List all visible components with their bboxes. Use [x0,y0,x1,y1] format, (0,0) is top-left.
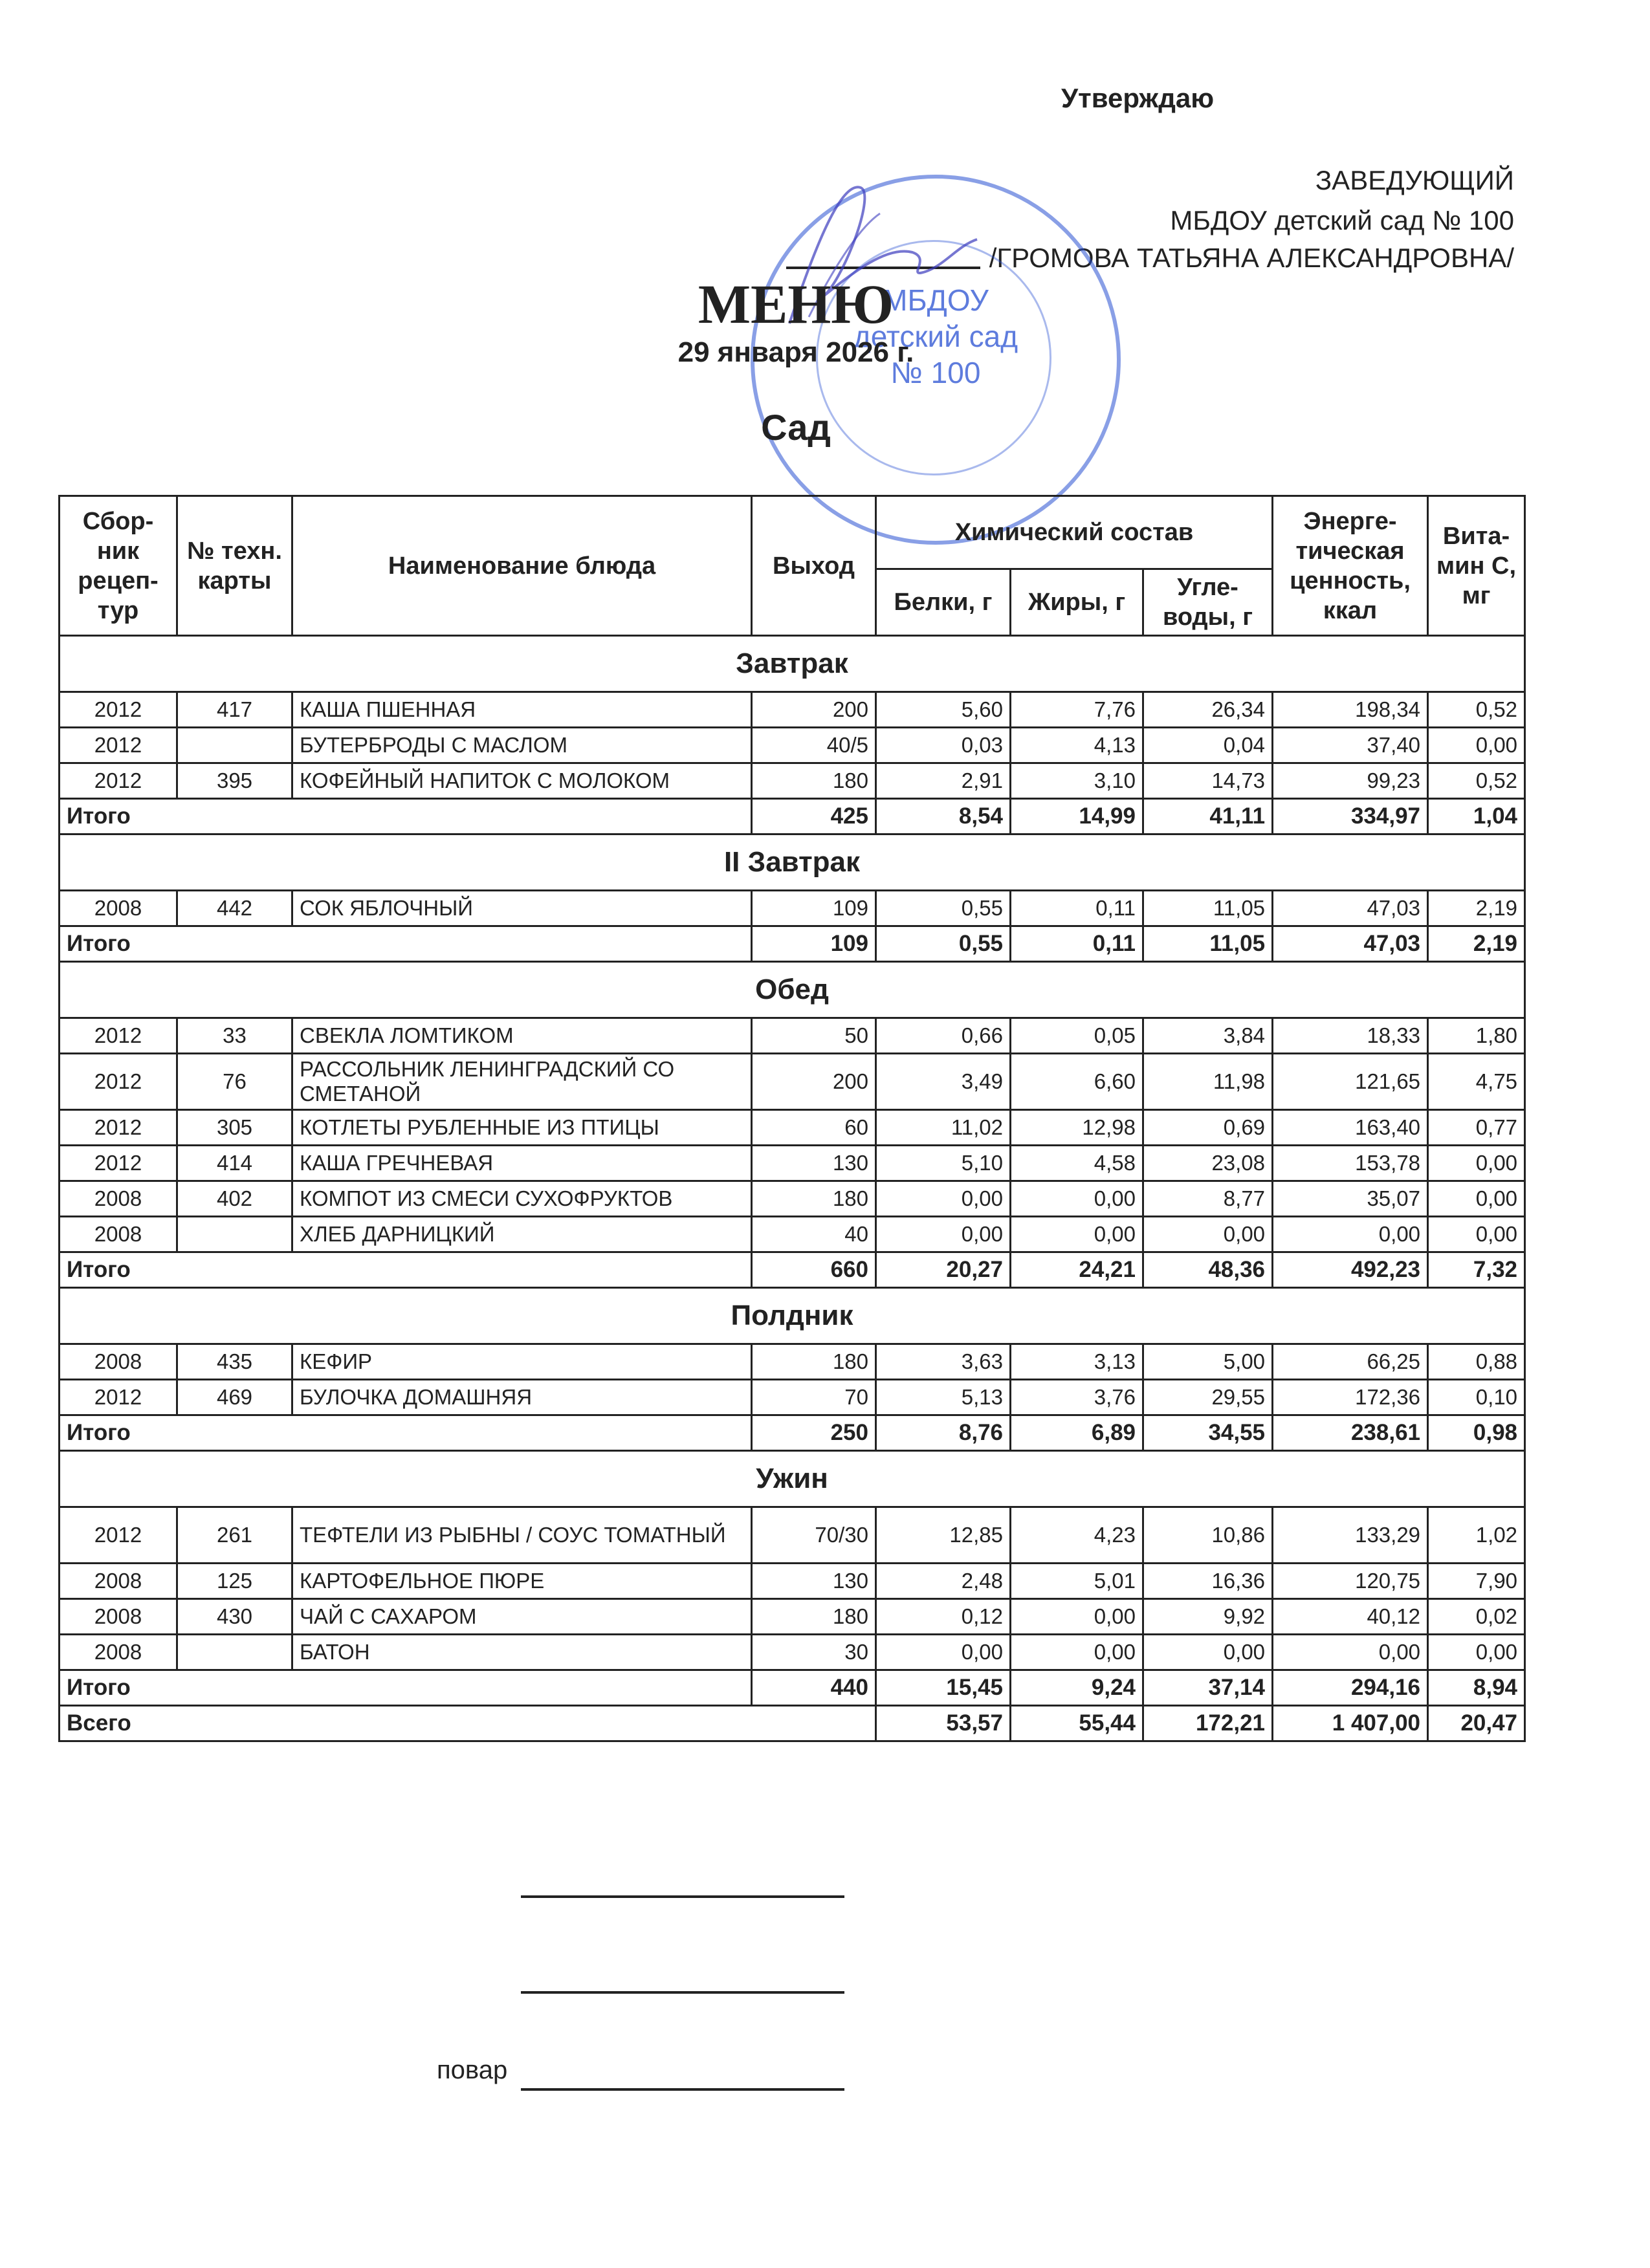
cell-output: 180 [752,1344,876,1380]
cell-fat: 5,01 [1011,1564,1143,1599]
cell-card-no: 469 [177,1380,292,1415]
table-row [60,1635,1525,1670]
cell-card-no: 125 [177,1564,292,1599]
cell-dish: СВЕКЛА ЛОМТИКОМ [292,1018,752,1054]
cell-output: 70/30 [752,1507,876,1564]
cell-card-no: 261 [177,1507,292,1564]
subtotal-fat: 24,21 [1011,1252,1143,1288]
cell-vitamin-c: 0,88 [1428,1344,1525,1380]
subtotal-vitamin-c: 8,94 [1428,1670,1525,1706]
subtotal-protein: 8,76 [876,1415,1011,1451]
subtotal-label: Итого [60,1670,752,1706]
cell-fat: 3,13 [1011,1344,1143,1380]
subtotal-row [60,799,1525,834]
cell-output: 109 [752,891,876,926]
subtotal-vitamin-c: 2,19 [1428,926,1525,962]
cell-protein: 3,63 [876,1344,1011,1380]
cell-dish: СОК ЯБЛОЧНЫЙ [292,891,752,926]
cell-collection: 2012 [60,1018,177,1054]
section-header-row [60,636,1525,692]
cell-carbs: 29,55 [1143,1380,1273,1415]
col-energy: Энерге-тическая ценность, ккал [1273,496,1428,636]
cell-dish: КЕФИР [292,1344,752,1380]
cell-dish: КОТЛЕТЫ РУБЛЕННЫЕ ИЗ ПТИЦЫ [292,1110,752,1146]
cell-protein: 5,10 [876,1146,1011,1181]
cell-vitamin-c: 0,00 [1428,1146,1525,1181]
cell-protein: 0,03 [876,728,1011,763]
cell-protein: 0,12 [876,1599,1011,1635]
cell-collection: 2012 [60,763,177,799]
subtotal-label: Итого [60,799,752,834]
cell-protein: 2,48 [876,1564,1011,1599]
subtotal-label: Итого [60,1252,752,1288]
cell-carbs: 26,34 [1143,692,1273,728]
organization-name: МБДОУ детский сад № 100 [1170,205,1514,235]
cell-fat: 0,05 [1011,1018,1143,1054]
grand-total-label: Всего [60,1706,876,1741]
section-header-row [60,834,1525,891]
cell-output: 180 [752,1181,876,1217]
cell-fat: 0,00 [1011,1599,1143,1635]
table-row [60,1599,1525,1635]
table-row [60,1018,1525,1054]
table-row [60,1380,1525,1415]
subtotal-protein: 15,45 [876,1670,1011,1706]
cell-collection: 2008 [60,1344,177,1380]
cell-energy: 99,23 [1273,763,1428,799]
cell-collection: 2012 [60,692,177,728]
col-fat: Жиры, г [1011,569,1143,636]
cell-dish: БУЛОЧКА ДОМАШНЯЯ [292,1380,752,1415]
cell-carbs: 0,00 [1143,1635,1273,1670]
cell-card-no: 417 [177,692,292,728]
cell-vitamin-c: 0,52 [1428,692,1525,728]
subtotal-fat: 0,11 [1011,926,1143,962]
cell-energy: 153,78 [1273,1146,1428,1181]
cell-collection: 2008 [60,1217,177,1252]
table-row [60,1507,1525,1564]
grand-total-protein: 53,57 [876,1706,1011,1741]
cell-energy: 0,00 [1273,1217,1428,1252]
cell-protein: 12,85 [876,1507,1011,1564]
cell-protein: 2,91 [876,763,1011,799]
stamp-line-3: № 100 [890,356,981,389]
cell-protein: 0,66 [876,1018,1011,1054]
cell-carbs: 8,77 [1143,1181,1273,1217]
section-title: Полдник [60,1288,1525,1344]
cell-output: 40 [752,1217,876,1252]
subtotal-energy: 238,61 [1273,1415,1428,1451]
cell-vitamin-c: 0,00 [1428,1635,1525,1670]
section-header-row [60,1451,1525,1507]
cell-carbs: 0,00 [1143,1217,1273,1252]
stamp-line-2: детский сад [853,320,1018,353]
cell-collection: 2008 [60,1635,177,1670]
subtotal-output: 109 [752,926,876,962]
cell-collection: 2008 [60,1564,177,1599]
cell-carbs: 23,08 [1143,1146,1273,1181]
cell-carbs: 0,69 [1143,1110,1273,1146]
section-title: Обед [60,962,1525,1018]
section-header-row [60,1288,1525,1344]
cell-collection: 2012 [60,1380,177,1415]
subtotal-fat: 14,99 [1011,799,1143,834]
grand-total-energy: 1 407,00 [1273,1706,1428,1741]
cell-collection: 2008 [60,891,177,926]
section-title: Завтрак [60,636,1525,692]
cell-carbs: 3,84 [1143,1018,1273,1054]
cell-vitamin-c: 1,80 [1428,1018,1525,1054]
menu-table [58,495,1526,1742]
cell-collection: 2012 [60,728,177,763]
cell-output: 30 [752,1635,876,1670]
page-title: МЕНЮ [698,273,894,335]
cell-card-no [177,1635,292,1670]
signatory-name: /ГРОМОВА ТАТЬЯНА АЛЕКСАНДРОВНА/ [989,243,1514,273]
grand-total-row [60,1706,1525,1741]
table-header-row [60,496,1525,569]
subtotal-vitamin-c: 1,04 [1428,799,1525,834]
subtotal-protein: 0,55 [876,926,1011,962]
cell-fat: 12,98 [1011,1110,1143,1146]
cell-card-no: 430 [177,1599,292,1635]
cook-label: повар [437,2056,508,2084]
subtotal-protein: 20,27 [876,1252,1011,1288]
cell-fat: 6,60 [1011,1054,1143,1110]
subtotal-carbs: 34,55 [1143,1415,1273,1451]
subtotal-energy: 47,03 [1273,926,1428,962]
cell-energy: 120,75 [1273,1564,1428,1599]
subtotal-row [60,1415,1525,1451]
cell-energy: 0,00 [1273,1635,1428,1670]
table-row [60,728,1525,763]
col-dish: Наименование блюда [292,496,752,636]
cell-card-no: 395 [177,763,292,799]
cell-fat: 4,13 [1011,728,1143,763]
approval-label: Утверждаю [1061,83,1215,113]
cell-collection: 2012 [60,1054,177,1110]
cell-dish: КАША ГРЕЧНЕВАЯ [292,1146,752,1181]
group-name: Сад [761,407,831,448]
cell-fat: 0,00 [1011,1635,1143,1670]
cell-protein: 0,55 [876,891,1011,926]
cell-protein: 11,02 [876,1110,1011,1146]
cell-vitamin-c: 0,02 [1428,1599,1525,1635]
cell-protein: 0,00 [876,1181,1011,1217]
table-row [60,1344,1525,1380]
cell-vitamin-c: 1,02 [1428,1507,1525,1564]
section-title: II Завтрак [60,834,1525,891]
cell-output: 200 [752,692,876,728]
cell-protein: 0,00 [876,1635,1011,1670]
cell-energy: 121,65 [1273,1054,1428,1110]
cell-output: 180 [752,763,876,799]
cell-output: 200 [752,1054,876,1110]
subtotal-row [60,926,1525,962]
cell-dish: КАША ПШЕННАЯ [292,692,752,728]
col-carbs: Угле-воды, г [1143,569,1273,636]
cell-dish: БАТОН [292,1635,752,1670]
table-row [60,1181,1525,1217]
cell-output: 130 [752,1564,876,1599]
cell-vitamin-c: 7,90 [1428,1564,1525,1599]
cell-dish: РАССОЛЬНИК ЛЕНИНГРАДСКИЙ СО СМЕТАНОЙ [292,1054,752,1110]
cell-fat: 0,00 [1011,1181,1143,1217]
cell-carbs: 16,36 [1143,1564,1273,1599]
cell-energy: 47,03 [1273,891,1428,926]
cell-output: 60 [752,1110,876,1146]
subtotal-vitamin-c: 0,98 [1428,1415,1525,1451]
cell-energy: 198,34 [1273,692,1428,728]
grand-total-carbs: 172,21 [1143,1706,1273,1741]
cell-vitamin-c: 0,00 [1428,1181,1525,1217]
subtotal-carbs: 41,11 [1143,799,1273,834]
cell-fat: 0,00 [1011,1217,1143,1252]
cell-dish: КОМПОТ ИЗ СМЕСИ СУХОФРУКТОВ [292,1181,752,1217]
cell-fat: 7,76 [1011,692,1143,728]
cell-carbs: 5,00 [1143,1344,1273,1380]
col-collection: Сбор-ник рецеп-тур [60,496,177,636]
cell-vitamin-c: 4,75 [1428,1054,1525,1110]
cell-dish: БУТЕРБРОДЫ С МАСЛОМ [292,728,752,763]
signature-line-1 [521,1895,844,1898]
cell-dish: КОФЕЙНЫЙ НАПИТОК С МОЛОКОМ [292,763,752,799]
cell-energy: 172,36 [1273,1380,1428,1415]
cell-card-no: 435 [177,1344,292,1380]
table-row [60,1146,1525,1181]
section-title: Ужин [60,1451,1525,1507]
cell-energy: 18,33 [1273,1018,1428,1054]
subtotal-label: Итого [60,926,752,962]
subtotal-output: 660 [752,1252,876,1288]
cell-fat: 3,76 [1011,1380,1143,1415]
cell-dish: ХЛЕБ ДАРНИЦКИЙ [292,1217,752,1252]
table-row [60,891,1525,926]
cell-card-no: 414 [177,1146,292,1181]
col-vitamin-c: Вита-мин С, мг [1428,496,1525,636]
cell-card-no: 402 [177,1181,292,1217]
signature-line-2 [521,1991,844,1994]
cell-collection: 2012 [60,1507,177,1564]
subtotal-protein: 8,54 [876,799,1011,834]
cell-carbs: 11,98 [1143,1054,1273,1110]
cell-card-no: 76 [177,1054,292,1110]
cell-fat: 0,11 [1011,891,1143,926]
subtotal-output: 250 [752,1415,876,1451]
cell-fat: 4,23 [1011,1507,1143,1564]
cell-card-no: 442 [177,891,292,926]
cell-card-no [177,728,292,763]
cell-dish: КАРТОФЕЛЬНОЕ ПЮРЕ [292,1564,752,1599]
cell-collection: 2008 [60,1599,177,1635]
menu-table-body [60,636,1525,1741]
cell-vitamin-c: 0,00 [1428,728,1525,763]
signature-line [786,267,980,269]
cell-energy: 66,25 [1273,1344,1428,1380]
subtotal-energy: 492,23 [1273,1252,1428,1288]
cell-output: 70 [752,1380,876,1415]
subtotal-carbs: 11,05 [1143,926,1273,962]
cell-dish: ТЕФТЕЛИ ИЗ РЫБНЫ / СОУС ТОМАТНЫЙ [292,1507,752,1564]
table-row [60,1054,1525,1110]
table-row [60,692,1525,728]
cell-energy: 163,40 [1273,1110,1428,1146]
col-output: Выход [752,496,876,636]
cell-carbs: 14,73 [1143,763,1273,799]
subtotal-carbs: 48,36 [1143,1252,1273,1288]
cell-collection: 2008 [60,1181,177,1217]
cook-signature-line [521,2088,844,2091]
cell-vitamin-c: 0,10 [1428,1380,1525,1415]
grand-total-fat: 55,44 [1011,1706,1143,1741]
cell-vitamin-c: 0,52 [1428,763,1525,799]
position-title: ЗАВЕДУЮЩИЙ [1315,165,1514,195]
col-card-no: № техн. карты [177,496,292,636]
cell-vitamin-c: 0,77 [1428,1110,1525,1146]
subtotal-energy: 334,97 [1273,799,1428,834]
cell-output: 40/5 [752,728,876,763]
table-row [60,1217,1525,1252]
cell-protein: 0,00 [876,1217,1011,1252]
col-chem-composition: Химический состав [876,496,1273,569]
table-row [60,1564,1525,1599]
table-row [60,1110,1525,1146]
cell-protein: 3,49 [876,1054,1011,1110]
cell-output: 180 [752,1599,876,1635]
cell-vitamin-c: 0,00 [1428,1217,1525,1252]
subtotal-row [60,1670,1525,1706]
subtotal-fat: 9,24 [1011,1670,1143,1706]
cell-protein: 5,60 [876,692,1011,728]
cell-carbs: 0,04 [1143,728,1273,763]
cell-carbs: 9,92 [1143,1599,1273,1635]
stamp-line-1: МБДОУ [883,283,989,317]
cell-card-no: 33 [177,1018,292,1054]
cell-card-no: 305 [177,1110,292,1146]
subtotal-label: Итого [60,1415,752,1451]
cell-carbs: 10,86 [1143,1507,1273,1564]
table-row [60,763,1525,799]
cell-dish: ЧАЙ С САХАРОМ [292,1599,752,1635]
cell-fat: 3,10 [1011,763,1143,799]
cell-card-no [177,1217,292,1252]
subtotal-vitamin-c: 7,32 [1428,1252,1525,1288]
subtotal-output: 425 [752,799,876,834]
cell-collection: 2012 [60,1146,177,1181]
subtotal-energy: 294,16 [1273,1670,1428,1706]
cell-energy: 40,12 [1273,1599,1428,1635]
cell-fat: 4,58 [1011,1146,1143,1181]
cell-protein: 5,13 [876,1380,1011,1415]
subtotal-row [60,1252,1525,1288]
cell-output: 130 [752,1146,876,1181]
cell-carbs: 11,05 [1143,891,1273,926]
section-header-row [60,962,1525,1018]
cell-energy: 35,07 [1273,1181,1428,1217]
cell-energy: 133,29 [1273,1507,1428,1564]
cell-output: 50 [752,1018,876,1054]
cell-collection: 2012 [60,1110,177,1146]
menu-date: 29 января 2026 г. [677,336,914,368]
subtotal-carbs: 37,14 [1143,1670,1273,1706]
grand-total-vitamin-c: 20,47 [1428,1706,1525,1741]
cell-energy: 37,40 [1273,728,1428,763]
subtotal-fat: 6,89 [1011,1415,1143,1451]
col-protein: Белки, г [876,569,1011,636]
subtotal-output: 440 [752,1670,876,1706]
cell-vitamin-c: 2,19 [1428,891,1525,926]
